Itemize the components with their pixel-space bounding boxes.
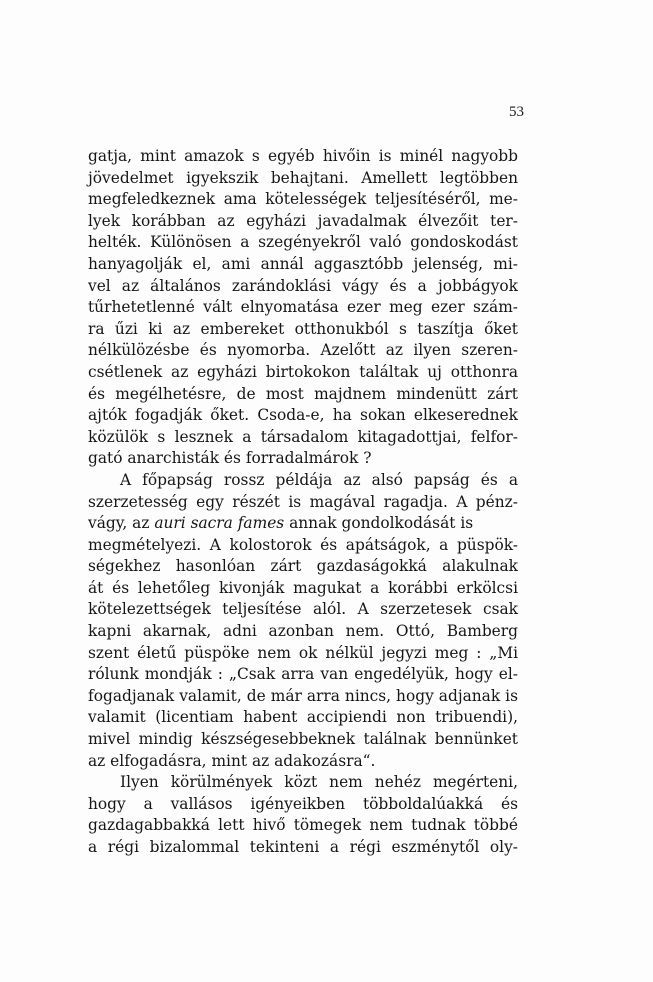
text-line <box>88 556 518 578</box>
text-line <box>88 211 518 233</box>
text-line <box>88 751 518 773</box>
text-segment: a régi bizalommal tekinteni a régi eszménytől oly- <box>88 838 518 856</box>
text-segment: vágy, az <box>88 514 155 533</box>
text-segment: ségekhez hasonlóan zárt gazdaságokká alakulnak <box>88 557 518 576</box>
text-segment: szerzetesség egy részét is magával ragadja. A pénz- <box>88 492 518 511</box>
text-line <box>88 405 518 427</box>
text-line <box>88 254 518 276</box>
text-segment: valamit (licentiam habent accipiendi non tribuendi), <box>88 708 518 727</box>
text-segment: helték. Különösen a szegényekről való gondoskodást <box>88 233 518 252</box>
italic-phrase: auri sacra fames <box>154 514 285 533</box>
text-line <box>88 686 518 708</box>
text-segment: ra űzi ki az embereket otthonukból s taszítja őket <box>88 319 518 338</box>
text-line <box>88 276 518 298</box>
text-line <box>88 513 518 535</box>
text-line <box>88 664 518 686</box>
text-segment: fogadjanak valamit, de már arra nincs, hogy adjanak is <box>88 686 518 705</box>
text-line <box>88 643 518 665</box>
text-segment: az elfogadásra, mint az adakozásra“. <box>88 751 376 770</box>
text-segment: nélkülözésbe és nyomorba. Azelőtt az ilyen szeren- <box>88 341 518 360</box>
text-segment: át és lehetőleg kivonják magukat a korábbi erkölcsi <box>88 578 518 597</box>
text-segment: csétlenek az egyházi birtokokon találtak uj otthonra <box>88 362 518 381</box>
text-line <box>88 427 518 449</box>
text-line <box>88 232 518 254</box>
text-segment: gazdagabbakká lett hivő tömegek nem tudnak többé <box>88 816 518 835</box>
text-line <box>88 794 518 816</box>
text-line <box>88 384 518 406</box>
text-line <box>88 297 518 319</box>
text-line <box>88 470 518 492</box>
text-line <box>88 492 518 514</box>
text-segment: lyek korábban az egyházi javadalmak élvezőit ter- <box>88 211 518 230</box>
text-line <box>88 621 518 643</box>
text-segment: A főpapság rossz példája az alsó papság és a <box>120 470 518 489</box>
text-line <box>88 535 518 557</box>
text-line <box>88 837 518 859</box>
text-segment: kötelezettségek teljesítése alól. A szerzetesek csak <box>88 600 518 619</box>
text-line <box>88 146 518 168</box>
text-line <box>88 599 518 621</box>
text-segment: megmételyezi. A kolostorok és apátságok, a püspök- <box>88 535 518 554</box>
text-line <box>88 578 518 600</box>
text-line <box>88 772 518 794</box>
text-line <box>88 362 518 384</box>
text-segment: Ilyen körülmények közt nem nehéz megérteni, <box>120 773 518 792</box>
text-line <box>88 340 518 362</box>
text-segment: jövedelmet igyekszik behajtani. Amellett legtöbben <box>88 168 518 187</box>
page-number: 53 <box>509 104 524 120</box>
text-segment: ajtók fogadják őket. Csoda-e, ha sokan elkeserednek <box>88 406 518 425</box>
text-segment: tűrhetetlenné vált elnyomatása ezer meg ezer szám- <box>88 298 518 317</box>
text-segment: hanyagolják el, ami annál aggasztóbb jelenség, mi- <box>88 254 518 273</box>
text-line <box>88 729 518 751</box>
text-line <box>88 815 518 837</box>
text-line <box>88 448 518 470</box>
text-line <box>88 168 518 190</box>
text-segment: vel az általános zarándoklási vágy és a jobbágyok <box>88 276 518 295</box>
text-line <box>88 707 518 729</box>
text-segment: gatja, mint amazok s egyéb hivőin is minél nagyobb <box>88 147 518 165</box>
text-segment: kapni akarnak, adni azonban nem. Ottó, Bamberg <box>88 622 518 641</box>
text-segment: annak gondolkodását is <box>284 514 474 533</box>
text-segment: mivel mindig készségesebbeknek találnak bennünket <box>88 730 518 749</box>
text-line <box>88 189 518 211</box>
text-line <box>88 319 518 341</box>
text-segment: hogy a vallásos igényeikben többoldalúakká és <box>88 794 518 813</box>
text-segment: közülök s lesznek a társadalom kitagadottjai, felfor- <box>88 427 518 446</box>
text-segment: rólunk mondják : „Csak arra van engedélyük, hogy el- <box>88 665 518 684</box>
text-segment: gató anarchisták és forradalmárok ? <box>88 449 372 468</box>
text-segment: szent életű püspöke nem ok nélkül jegyzi meg : „Mi <box>88 643 518 662</box>
text-segment: és megélhetésre, de most majdnem mindenütt zárt <box>88 384 518 403</box>
body-text <box>88 146 518 859</box>
text-segment: megfeledkeznek ama kötelességek teljesítéséről, me- <box>88 190 518 209</box>
